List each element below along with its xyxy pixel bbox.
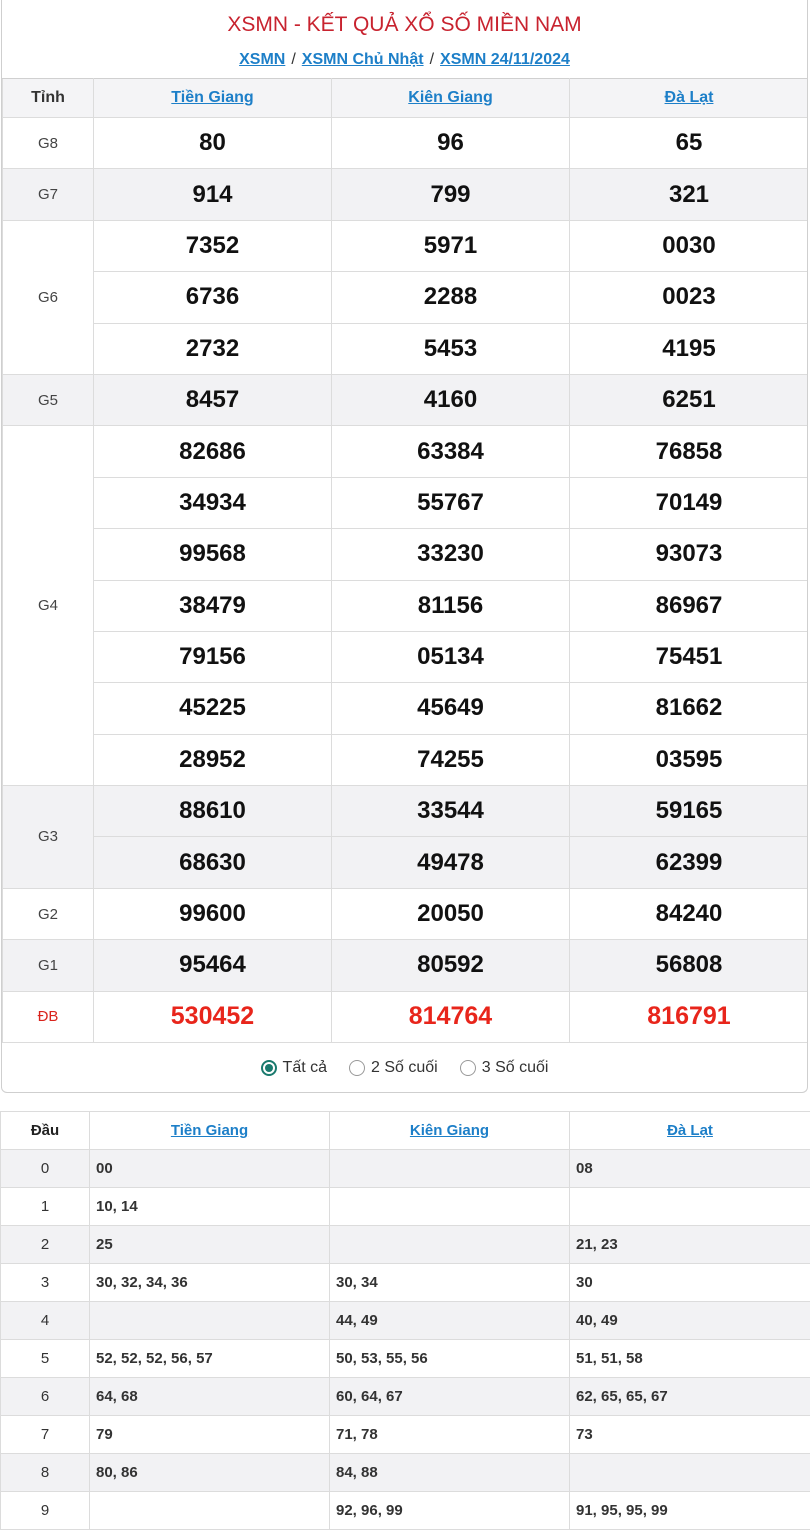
dau-row (1, 1150, 810, 1188)
dau-row (1, 1188, 810, 1226)
dau-values: 79 (90, 1416, 330, 1454)
dau-values: 71, 78 (330, 1416, 570, 1454)
prize-number: 03595 (570, 734, 809, 785)
dau-row (1, 1226, 810, 1264)
dau-row (1, 1492, 810, 1530)
prize-number: 799 (332, 169, 570, 220)
dau-values: 84, 88 (330, 1454, 570, 1492)
prize-number: 65 (570, 118, 809, 169)
prize-number: 33230 (332, 529, 570, 580)
breadcrumb (2, 48, 807, 78)
prize-row (3, 272, 809, 323)
prize-row (3, 323, 809, 374)
dau-header-da-lat (570, 1112, 810, 1150)
filter-label: 2 Số cuối (371, 1059, 438, 1077)
filter-option-last-3[interactable] (460, 1059, 549, 1077)
special-prize-number: 814764 (332, 991, 570, 1042)
dau-values: 92, 96, 99 (330, 1492, 570, 1530)
dau-digit: 0 (1, 1150, 90, 1188)
prize-number: 95464 (94, 940, 332, 991)
prize-number: 81156 (332, 580, 570, 631)
prize-number: 63384 (332, 426, 570, 477)
breadcrumb-separator: / (429, 51, 435, 68)
dau-row (1, 1378, 810, 1416)
prize-number: 80592 (332, 940, 570, 991)
dau-row (1, 1302, 810, 1340)
dau-values: 30, 32, 34, 36 (90, 1264, 330, 1302)
prize-row (3, 734, 809, 785)
dau-values (330, 1188, 570, 1226)
prize-number: 68630 (94, 837, 332, 888)
prize-number: 70149 (570, 477, 809, 528)
prize-number: 4160 (332, 374, 570, 425)
prize-label: G4 (3, 426, 94, 786)
province-link-tien-giang[interactable]: Tiền Giang (171, 89, 254, 106)
prize-row (3, 837, 809, 888)
prize-label: ĐB (3, 991, 94, 1042)
prize-row (3, 940, 809, 991)
province-header-kien-giang (332, 79, 570, 118)
prize-number: 45649 (332, 683, 570, 734)
prize-number: 0023 (570, 272, 809, 323)
prize-row (3, 580, 809, 631)
prize-number: 82686 (94, 426, 332, 477)
prize-number: 321 (570, 169, 809, 220)
prize-number: 99600 (94, 888, 332, 939)
filter-option-last-2[interactable] (349, 1059, 438, 1077)
prize-number: 88610 (94, 786, 332, 837)
filter-label: Tất cả (282, 1059, 328, 1077)
prize-number: 2288 (332, 272, 570, 323)
prize-label: G6 (3, 220, 94, 374)
filter-label: 3 Số cuối (481, 1059, 549, 1077)
prize-row (3, 118, 809, 169)
prize-label: G3 (3, 786, 94, 889)
prize-row (3, 991, 809, 1042)
prize-number: 6736 (94, 272, 332, 323)
dau-values: 44, 49 (330, 1302, 570, 1340)
dau-digit: 7 (1, 1416, 90, 1454)
radio-selected-icon[interactable] (261, 1060, 277, 1076)
prize-number: 80 (94, 118, 332, 169)
dau-province-link-kien-giang[interactable]: Kiên Giang (409, 1122, 490, 1139)
province-column-header: Tỉnh (3, 79, 94, 118)
dau-values: 10, 14 (90, 1188, 330, 1226)
breadcrumb-link-date[interactable]: XSMN 24/11/2024 (440, 51, 570, 68)
dau-values: 52, 52, 52, 56, 57 (90, 1340, 330, 1378)
dau-digit: 8 (1, 1454, 90, 1492)
dau-province-link-da-lat[interactable]: Đà Lạt (667, 1122, 713, 1139)
dau-values: 30 (570, 1264, 810, 1302)
prize-number: 05134 (332, 631, 570, 682)
radio-icon[interactable] (460, 1060, 476, 1076)
prize-number: 84240 (570, 888, 809, 939)
prize-number: 62399 (570, 837, 809, 888)
prize-number: 6251 (570, 374, 809, 425)
prize-number: 76858 (570, 426, 809, 477)
breadcrumb-link-sunday[interactable]: XSMN Chủ Nhật (301, 51, 424, 68)
dau-values: 50, 53, 55, 56 (330, 1340, 570, 1378)
dau-values: 91, 95, 95, 99 (570, 1492, 810, 1530)
prize-number: 75451 (570, 631, 809, 682)
dau-values: 80, 86 (90, 1454, 330, 1492)
results-table (2, 78, 808, 1043)
prize-number: 93073 (570, 529, 809, 580)
province-header-tien-giang (94, 79, 332, 118)
prize-label: G8 (3, 118, 94, 169)
prize-row (3, 786, 809, 837)
prize-number: 2732 (94, 323, 332, 374)
prize-number: 59165 (570, 786, 809, 837)
prize-number: 96 (332, 118, 570, 169)
dau-values: 30, 34 (330, 1264, 570, 1302)
prize-number: 28952 (94, 734, 332, 785)
prize-number: 86967 (570, 580, 809, 631)
prize-number: 55767 (332, 477, 570, 528)
province-link-da-lat[interactable]: Đà Lạt (664, 89, 714, 106)
dau-column-header: Đầu (1, 1112, 90, 1150)
prize-row (3, 426, 809, 477)
prize-number: 49478 (332, 837, 570, 888)
dau-digit: 3 (1, 1264, 90, 1302)
special-prize-number: 530452 (94, 991, 332, 1042)
prize-row (3, 477, 809, 528)
prize-number: 38479 (94, 580, 332, 631)
prize-number: 5971 (332, 220, 570, 271)
breadcrumb-link-xsmn[interactable]: XSMN (239, 51, 286, 68)
prize-number: 81662 (570, 683, 809, 734)
prize-number: 79156 (94, 631, 332, 682)
dau-values (570, 1454, 810, 1492)
province-header-da-lat (570, 79, 809, 118)
dau-values (90, 1302, 330, 1340)
prize-number: 20050 (332, 888, 570, 939)
dau-values: 64, 68 (90, 1378, 330, 1416)
special-prize-number: 816791 (570, 991, 809, 1042)
dau-row (1, 1264, 810, 1302)
dau-values: 00 (90, 1150, 330, 1188)
prize-row (3, 169, 809, 220)
dau-values: 73 (570, 1416, 810, 1454)
dau-values: 40, 49 (570, 1302, 810, 1340)
prize-number: 74255 (332, 734, 570, 785)
dau-digit: 1 (1, 1188, 90, 1226)
dau-digit: 2 (1, 1226, 90, 1264)
prize-number: 33544 (332, 786, 570, 837)
dau-digit: 6 (1, 1378, 90, 1416)
digit-filter (2, 1043, 807, 1093)
dau-values: 51, 51, 58 (570, 1340, 810, 1378)
prize-number: 4195 (570, 323, 809, 374)
filter-option-all[interactable] (261, 1059, 327, 1077)
prize-row (3, 631, 809, 682)
radio-icon[interactable] (349, 1060, 365, 1076)
prize-label: G1 (3, 940, 94, 991)
dau-values: 08 (570, 1150, 810, 1188)
dau-row (1, 1454, 810, 1492)
dau-province-link-tien-giang[interactable]: Tiền Giang (170, 1122, 249, 1139)
prize-number: 56808 (570, 940, 809, 991)
dau-row (1, 1416, 810, 1454)
prize-number: 8457 (94, 374, 332, 425)
prize-number: 0030 (570, 220, 809, 271)
dau-digit: 5 (1, 1340, 90, 1378)
prize-label: G7 (3, 169, 94, 220)
prize-row (3, 529, 809, 580)
dau-header-tien-giang (90, 1112, 330, 1150)
page-title: XSMN - KẾT QUẢ XỔ SỐ MIỀN NAM (227, 13, 582, 36)
prize-number: 45225 (94, 683, 332, 734)
dau-table (0, 1111, 810, 1530)
prize-number: 5453 (332, 323, 570, 374)
prize-row (3, 220, 809, 271)
prize-number: 914 (94, 169, 332, 220)
dau-digit: 4 (1, 1302, 90, 1340)
prize-number: 7352 (94, 220, 332, 271)
prize-label: G5 (3, 374, 94, 425)
dau-header-kien-giang (330, 1112, 570, 1150)
prize-row (3, 374, 809, 425)
dau-values: 60, 64, 67 (330, 1378, 570, 1416)
dau-row (1, 1340, 810, 1378)
prize-number: 34934 (94, 477, 332, 528)
dau-values: 21, 23 (570, 1226, 810, 1264)
dau-values: 25 (90, 1226, 330, 1264)
dau-values (330, 1226, 570, 1264)
prize-label: G2 (3, 888, 94, 939)
dau-digit: 9 (1, 1492, 90, 1530)
breadcrumb-separator: / (291, 51, 296, 68)
dau-values: 62, 65, 65, 67 (570, 1378, 810, 1416)
province-link-kien-giang[interactable]: Kiên Giang (408, 89, 493, 106)
prize-row (3, 683, 809, 734)
dau-values (90, 1492, 330, 1530)
prize-number: 99568 (94, 529, 332, 580)
dau-values (570, 1188, 810, 1226)
results-card (1, 0, 808, 1093)
dau-values (330, 1150, 570, 1188)
prize-row (3, 888, 809, 939)
